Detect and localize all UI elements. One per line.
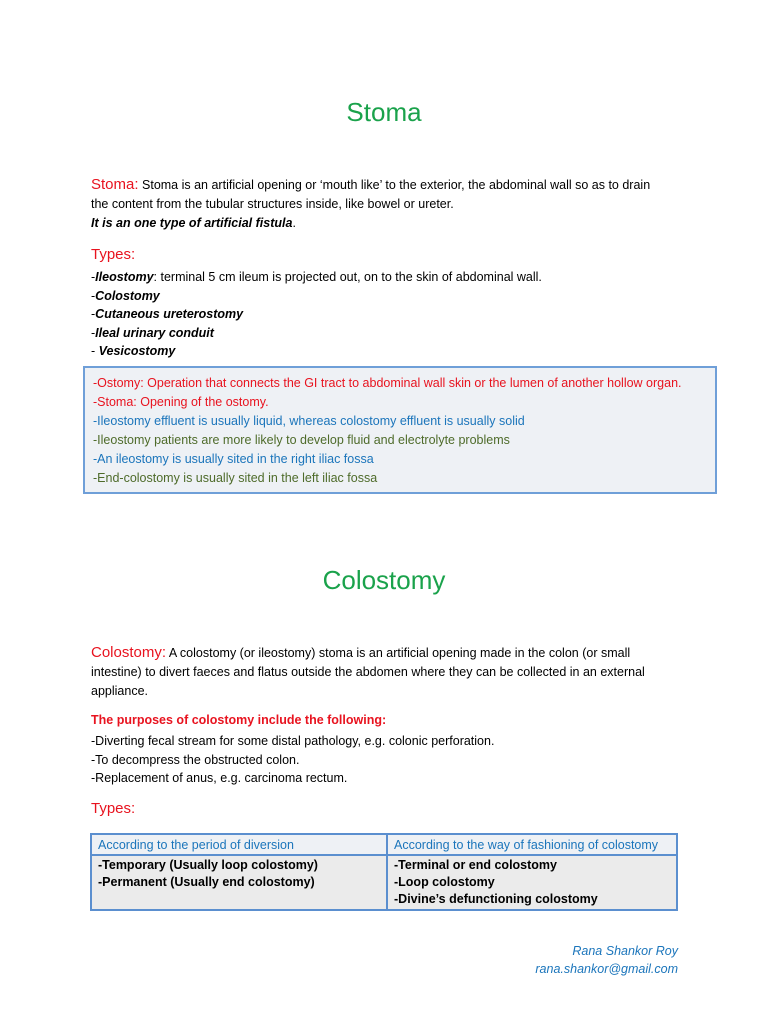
colostomy-definition-text-1: A colostomy (or ileostomy) stoma is an artificial opening made in the colon (or small bbox=[166, 646, 631, 660]
table-header: According to the period of diversion bbox=[91, 834, 387, 855]
table-row bbox=[91, 855, 677, 910]
table-cell bbox=[387, 855, 677, 910]
stoma-type-item: -Ileal urinary conduit bbox=[91, 325, 214, 340]
colostomy-definition-text-3: appliance. bbox=[91, 684, 148, 698]
colostomy-definition-label: Colostomy: bbox=[91, 644, 167, 661]
author-name: Rana Shankor Roy bbox=[572, 944, 678, 958]
colostomy-definition-text-2: intestine) to divert faeces and flatus outside the abdomen where they can be collected in an external bbox=[91, 665, 645, 679]
table-cell-line: -Temporary (Usually loop colostomy) bbox=[98, 858, 318, 872]
table-cell-line: -Loop colostomy bbox=[394, 875, 495, 889]
note-line: -End-colostomy is usually sited in the left iliac fossa bbox=[93, 471, 378, 485]
stoma-definition-text-3: It is an one type of artificial fistula bbox=[91, 216, 293, 230]
purpose-item: -Replacement of anus, e.g. carcinoma rectum. bbox=[91, 771, 348, 785]
stoma-definition-text-1: Stoma is an artificial opening or ‘mouth like’ to the exterior, the abdominal wall so as to drain bbox=[138, 178, 651, 192]
stoma-type-item: -Colostomy bbox=[91, 288, 160, 303]
stoma-type-item: -Cutaneous ureterostomy bbox=[91, 307, 244, 321]
purposes-list bbox=[91, 732, 494, 788]
purpose-item: -To decompress the obstructed colon. bbox=[91, 752, 300, 767]
colostomy-title: Colostomy bbox=[322, 565, 446, 595]
note-line: -Ileostomy effluent is usually liquid, whereas colostomy effluent is usually solid bbox=[93, 414, 525, 428]
note-line: -Ostomy: Operation that connects the GI tract to abdominal wall skin or the lumen of another hollow organ. bbox=[93, 376, 682, 390]
stoma-definition-text-2: the content from the tubular structures inside, like bowel or ureter. bbox=[91, 197, 454, 211]
purposes-heading: The purposes of colostomy include the following: bbox=[91, 713, 387, 727]
stoma-types-heading: Types: bbox=[91, 246, 136, 263]
note-line: -Stoma: Opening of the ostomy. bbox=[93, 395, 269, 409]
table-cell-line: -Divine’s defunctioning colostomy bbox=[394, 892, 598, 906]
colostomy-types-heading: Types: bbox=[91, 800, 136, 817]
table-header-row bbox=[91, 834, 677, 855]
table-cell-line: -Terminal or end colostomy bbox=[394, 858, 557, 872]
note-line: -Ileostomy patients are more likely to develop fluid and electrolyte problems bbox=[93, 433, 510, 447]
colostomy-definition bbox=[91, 643, 731, 701]
author-email: rana.shankor@gmail.com bbox=[535, 962, 678, 976]
stoma-notes-box bbox=[83, 366, 717, 494]
note-line: -An ileostomy is usually sited in the right iliac fossa bbox=[93, 452, 374, 466]
stoma-definition bbox=[91, 175, 731, 233]
table-header: According to the way of fashioning of colostomy bbox=[387, 834, 677, 855]
table-cell-line: -Permanent (Usually end colostomy) bbox=[98, 875, 315, 889]
stoma-types-list bbox=[91, 268, 542, 361]
stoma-type-item: - Vesicostomy bbox=[91, 344, 176, 358]
stoma-type-item: -Ileostomy: terminal 5 cm ileum is projected out, on to the skin of abdominal wall. bbox=[91, 270, 542, 284]
author-signature bbox=[535, 942, 678, 978]
purpose-item: -Diverting fecal stream for some distal pathology, e.g. colonic perforation. bbox=[91, 734, 495, 748]
colostomy-types-table bbox=[90, 833, 678, 911]
stoma-definition-label: Stoma: bbox=[91, 176, 139, 193]
stoma-definition-text-3-end: . bbox=[292, 216, 296, 230]
stoma-title: Stoma bbox=[346, 97, 422, 127]
table-cell bbox=[91, 855, 387, 910]
